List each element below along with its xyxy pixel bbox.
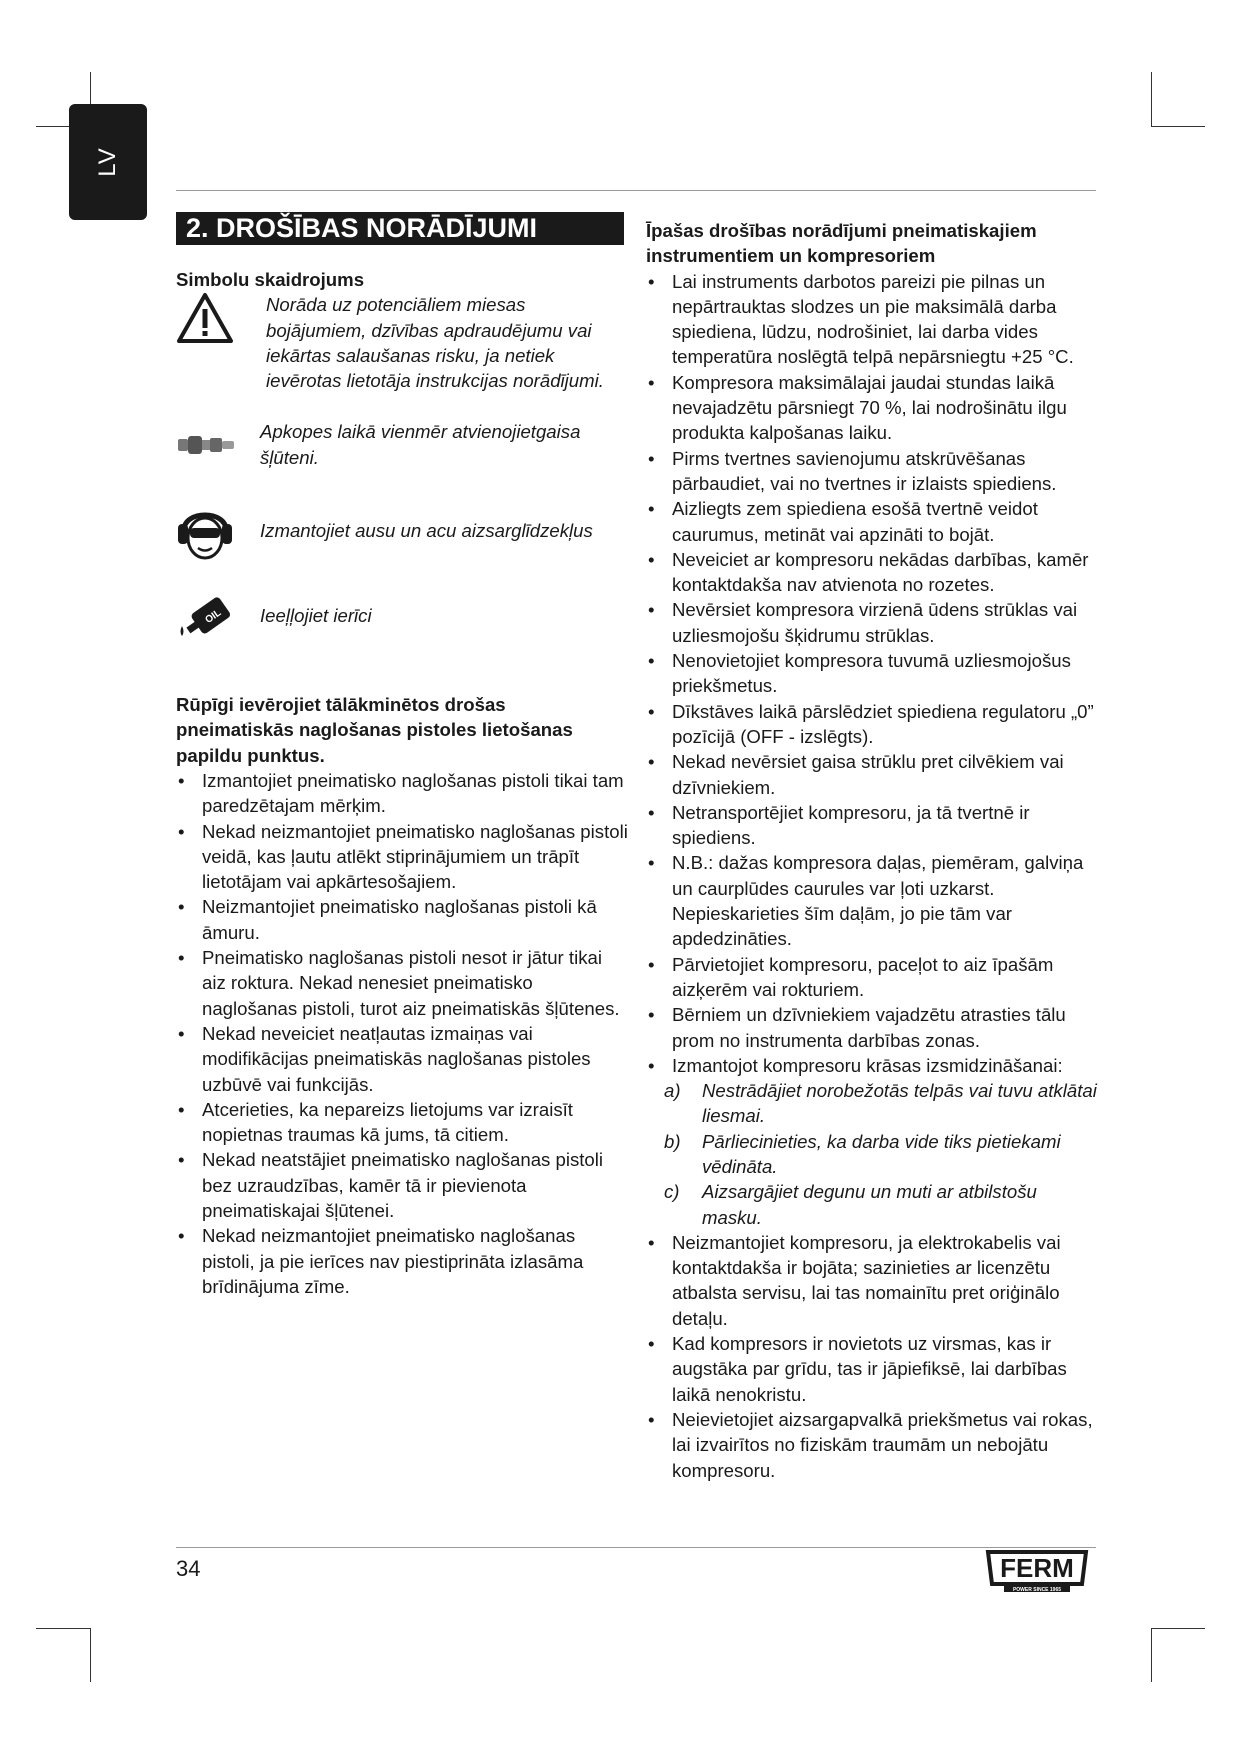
list-item: • Izmantojiet pneimatisko naglošanas pistoli tikai tam paredzētajam mērķim. [176, 768, 628, 819]
nailgun-list [176, 768, 628, 1299]
list-item: • Neizmantojiet pneimatisko naglošanas pistoli kā āmuru. [176, 894, 628, 945]
oil-can-icon [176, 592, 260, 640]
svg-text:OIL: OIL [203, 607, 224, 627]
symbol-row-oil [176, 592, 628, 640]
crop-mark-bottom-left-vertical [90, 1628, 91, 1682]
sub-item [646, 1129, 1100, 1180]
list-item: • Nevērsiet kompresora virzienā ūdens strūklas vai uzliesmojošu šķidrumu strūklas. [646, 597, 1100, 648]
sub-item-text: Aizsargājiet degunu un muti ar atbilstošu masku. [702, 1181, 1037, 1228]
list-item: • Neveiciet ar kompresoru nekādas darbības, kamēr kontaktdakša nav atvienota no rozetes. [646, 547, 1100, 598]
sub-item-text: Pārliecinieties, ka darba vide tiks pietiekami vēdināta. [702, 1130, 1061, 1177]
crop-mark-bottom-right-horizontal [1151, 1628, 1205, 1629]
list-item: • Atcerieties, ka nepareizs lietojums var izraisīt nopietnas traumas kā jums, tā citiem. [176, 1097, 628, 1148]
list-item: • Izmantojot kompresoru krāsas izsmidzināšanai: [646, 1053, 1100, 1078]
list-item: • Nekad neatstājiet pneimatisko naglošanas pistoli bez uzraudzības, kamēr tā ir pievienota pneimatiskajai šļūtenei. [176, 1147, 628, 1223]
symbol-row-hose [176, 419, 628, 470]
right-column [646, 218, 1100, 1483]
sub-item-mark: c) [664, 1181, 680, 1203]
compressor-list-a [646, 269, 1100, 1079]
symbol-text-protection: Izmantojiet ausu un acu aizsarglīdzekļus [260, 520, 593, 542]
ear-eye-protection-icon [176, 500, 260, 562]
list-item: • Lai instruments darbotos pareizi pie pilnas un nepārtrauktas slodzes un pie maksimālā darba spiediena, lūdzu, nodrošiniet, lai darba vides temperatūra noslēgtā telpā nepārsniegtu +25 °C. [646, 269, 1100, 370]
crop-mark-bottom-left-horizontal [36, 1628, 90, 1629]
list-item: • Pārvietojiet kompresoru, paceļot to aiz īpašām aizķerēm vai rokturiem. [646, 952, 1100, 1003]
list-item: • Dīkstāves laikā pārslēdziet spiediena regulatoru „0” pozīcijā (OFF - izslēgts). [646, 699, 1100, 750]
sub-item [646, 1078, 1100, 1129]
symbols-heading: Simbolu skaidrojums [176, 269, 365, 290]
symbol-text-oil: Ieeļļojiet ierīci [260, 605, 372, 627]
list-item: • N.B.: dažas kompresora daļas, piemēram, galviņa un caurplūdes caurules var ļoti uzkarst. Nepieskarieties šīm daļām, jo pie tām var apdedzināties. [646, 850, 1100, 951]
section-title: 2. DROŠĪBAS NORĀDĪJUMI [176, 212, 624, 245]
language-tab-label: LV [94, 147, 121, 177]
list-item: • Nekad neizmantojiet pneimatisko naglošanas pistoli, ja pie ierīces nav piestiprināta izlasāma brīdinājuma zīme. [176, 1223, 628, 1299]
compressor-list-b [646, 1230, 1100, 1483]
list-item: • Nenovietojiet kompresora tuvumā uzliesmojošus priekšmetus. [646, 648, 1100, 699]
air-hose-connector-icon [176, 419, 260, 457]
compressor-heading: Īpašas drošības norādījumi pneimatiskajiem instrumentiem un kompresoriem [646, 220, 1037, 267]
list-item: • Bērniem un dzīvniekiem vajadzētu atrasties tālu prom no instrumenta darbības zonas. [646, 1002, 1100, 1053]
symbol-text-warning: Norāda uz potenciāliem miesas bojājumiem, dzīvības apdraudējumu vai iekārtas salaušanas risku, ja netiek ievērotas lietotāja instrukcijas norādījumi. [266, 294, 604, 392]
list-item: • Aizliegts zem spiediena esošā tvertnē veidot caurumus, metināt vai apzināti to bojāt. [646, 496, 1100, 547]
list-item: • Nekad neveiciet neatļautas izmaiņas vai modifikācijas pneimatiskās naglošanas pistoles uzbūvē vai funkcijās. [176, 1021, 628, 1097]
symbol-text-hose: Apkopes laikā vienmēr atvienojietgaisa šļūteni. [260, 421, 581, 468]
warning-triangle-icon [176, 292, 260, 344]
page-number: 34 [176, 1556, 201, 1581]
list-item: • Pirms tvertnes savienojumu atskrūvēšanas pārbaudiet, vai no tvertnes ir izlaists spiediens. [646, 446, 1100, 497]
list-item: • Kad kompresors ir novietots uz virsmas, kas ir augstāka par grīdu, tas ir jāpiefiksē, lai darbības laikā nenokristu. [646, 1331, 1100, 1407]
list-item: • Neievietojiet aizsargapvalkā priekšmetus vai rokas, lai izvairītos no fiziskām traumām un nebojātu kompresoru. [646, 1407, 1100, 1483]
list-item: • Nekad neizmantojiet pneimatisko naglošanas pistoli veidā, kas ļautu atlēkt stiprinājumiem un trāpīt lietotājam vai apkārtesošajiem. [176, 819, 628, 895]
symbol-row-protection [176, 500, 628, 562]
list-item: • Neizmantojiet kompresoru, ja elektrokabelis vai kontaktdakša ir bojāta; sazinieties ar licenzētu atbalsta servisu, lai tas nomainītu pret oriģinālo detaļu. [646, 1230, 1100, 1331]
symbol-row-warning [176, 292, 628, 393]
left-column [176, 212, 628, 1299]
list-item: • Nekad nevērsiet gaisa strūklu pret cilvēkiem vai dzīvniekiem. [646, 749, 1100, 800]
top-divider [176, 190, 1096, 191]
bottom-divider [176, 1547, 1096, 1548]
language-tab [69, 104, 147, 220]
crop-mark-top-right-vertical [1151, 72, 1152, 126]
ferm-logo [982, 1546, 1092, 1594]
crop-mark-top-right-horizontal [1151, 126, 1205, 127]
spray-sublist [646, 1078, 1100, 1230]
list-item: • Pneimatisko naglošanas pistoli nesot ir jātur tikai aiz roktura. Nekad nenesiet pneimatisko naglošanas pistoli, turot aiz pneimatiskās šļūtenes. [176, 945, 628, 1021]
logo-text: FERM [1000, 1553, 1074, 1583]
nailgun-heading: Rūpīgi ievērojiet tālākminētos drošas pneimatiskās naglošanas pistoles lietošanas papildu punktus. [176, 694, 573, 766]
sub-item-mark: b) [664, 1130, 681, 1152]
list-item: • Kompresora maksimālajai jaudai stundas laikā nevajadzētu pārsniegt 70 %, lai nodrošinātu ilgu produkta kalpošanas laiku. [646, 370, 1100, 446]
crop-mark-bottom-right-vertical [1151, 1628, 1152, 1682]
sub-item-mark: a) [664, 1080, 681, 1102]
sub-item-text: Nestrādājiet norobežotās telpās vai tuvu atklātai liesmai. [702, 1080, 1097, 1127]
list-item: • Netransportējiet kompresoru, ja tā tvertnē ir spiediens. [646, 800, 1100, 851]
sub-item [646, 1179, 1100, 1230]
logo-tagline: POWER SINCE 1965 [1012, 1587, 1062, 1593]
